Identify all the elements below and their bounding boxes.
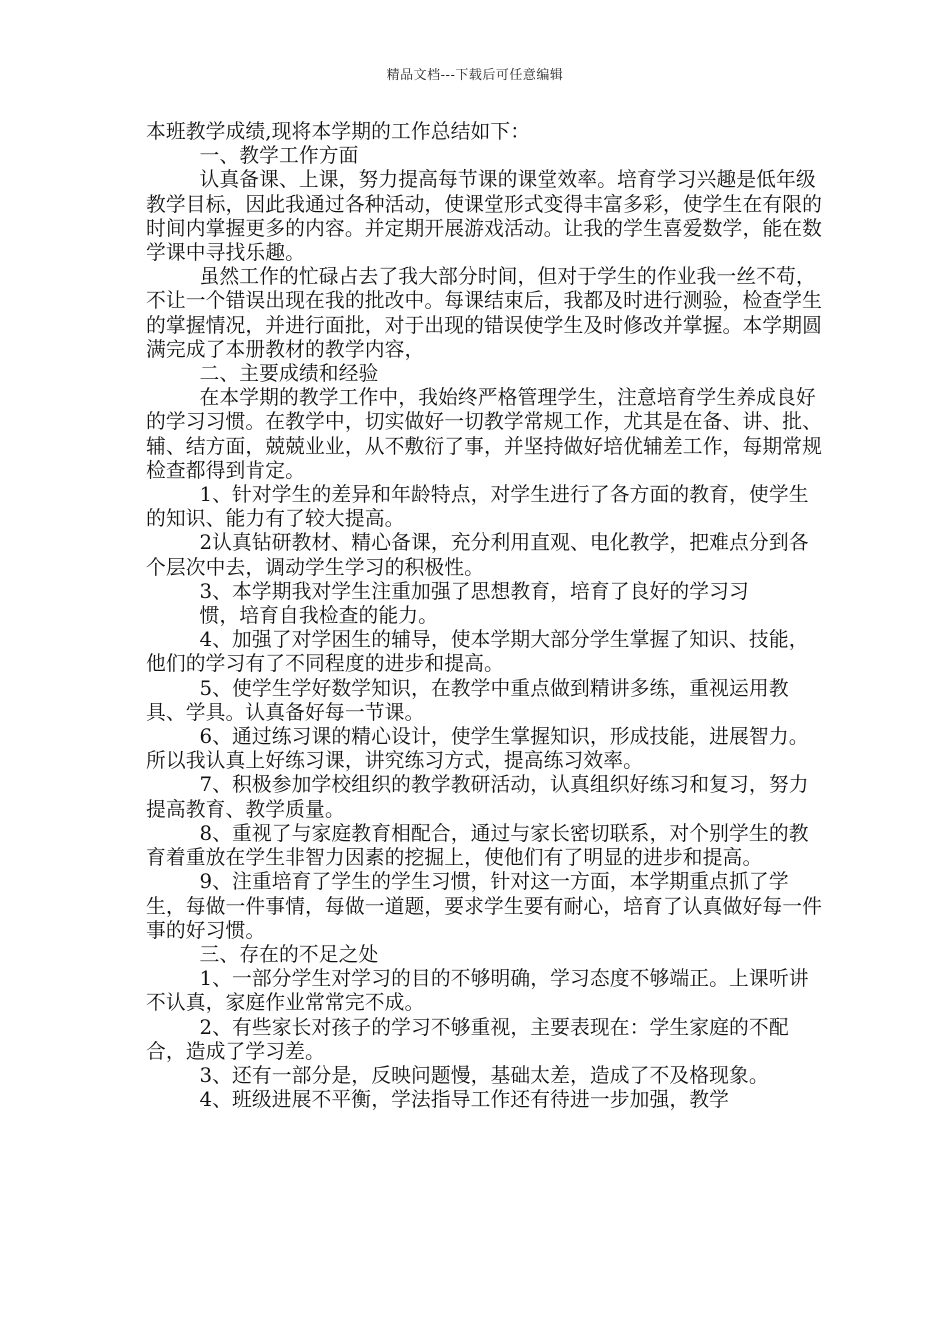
- list-item: 7、积极参加学校组织的教学教研活动，认真组织好练习和复习，努力提高教育、教学质量。: [146, 773, 809, 821]
- list-item: 4、班级进展不平衡，学法指导工作还有待进一步加强，教学: [199, 1088, 730, 1112]
- paragraph: 虽然工作的忙碌占去了我大部分时间，但对于学生的作业我一丝不苟，不让一个错误出现在我的批改中。每课结束后，我都及时进行测验，检查学生的掌握情况，并进行面批，对于出现的错误使学生及时修改并掌握。本学期圆满完成了本册教材的教学内容，: [146, 265, 822, 361]
- paragraph: 认真备课、上课，努力提高每节课的课堂效率。培育学习兴趣是低年级教学目标，因此我通过各种活动，使课堂形式变得丰富多彩，使学生在有限的时间内掌握更多的内容。并定期开展游戏活动。让我的学生喜爱数学，能在数学课中寻找乐趣。: [146, 168, 822, 265]
- list-item: 8、重视了与家庭教育相配合，通过与家长密切联系，对个别学生的教育着重放在学生非智力因素的挖掘上，使他们有了明显的进步和提高。: [146, 821, 809, 870]
- document-body: [146, 120, 826, 1112]
- list-item: 5、使学生学好数学知识，在教学中重点做到精讲多练，重视运用教具、学具。认真备好每一节课。: [146, 676, 789, 724]
- list-item: 3、本学期我对学生注重加强了思想教育，培育了良好的学习习: [199, 579, 749, 603]
- list-item: 6、通过练习课的精心设计，使学生掌握知识，形成技能，进展智力。所以我认真上好练习课，讲究练习方式，提高练习效率。: [146, 725, 809, 773]
- list-item: 1、一部分学生对学习的目的不够明确，学习态度不够端正。上课听讲不认真，家庭作业常常完不成。: [146, 967, 809, 1015]
- list-item: 9、注重培育了学生的学生习惯，针对这一方面，本学期重点抓了学生，每做一件事情，每做一道题，要求学生要有耐心，培育了认真做好每一件事的好习惯。: [146, 870, 822, 942]
- list-item: 2认真钻研教材、精心备课，充分利用直观、电化教学，把难点分到各个层次中去，调动学生学习的积极性。: [146, 531, 809, 579]
- section-heading-teaching-work: 一、教学工作方面: [199, 144, 359, 168]
- list-item: 1、针对学生的差异和年龄特点，对学生进行了各方面的教育，使学生的知识、能力有了较大提高。: [146, 483, 809, 531]
- section-heading-shortcomings: 三、存在的不足之处: [199, 942, 379, 966]
- list-item: 2、有些家长对孩子的学习不够重视，主要表现在：学生家庭的不配合，造成了学习差。: [146, 1015, 789, 1063]
- list-item: 4、加强了对学困生的辅导，使本学期大部分学生掌握了知识、技能，他们的学习有了不同程度的进步和提高。: [146, 628, 809, 676]
- paragraph-intro: 本班教学成绩,现将本学期的工作总结如下：: [146, 120, 531, 143]
- section-heading-achievements: 二、主要成绩和经验: [199, 362, 379, 386]
- list-item: 3、还有一部分是，反映问题慢，基础太差，造成了不及格现象。: [199, 1063, 769, 1087]
- page-header: 精品文档---下载后可任意编辑: [386, 68, 564, 83]
- list-item-continuation: 惯，培育自我检查的能力。: [199, 604, 439, 628]
- paragraph: 在本学期的教学工作中，我始终严格管理学生，注意培育学生养成良好的学习习惯。在教学中，切实做好一切教学常规工作，尤其是在备、讲、批、辅、结方面，兢兢业业，从不敷衍了事，并坚持做好培优辅差工作，每期常规检查都得到肯定。: [146, 386, 822, 482]
